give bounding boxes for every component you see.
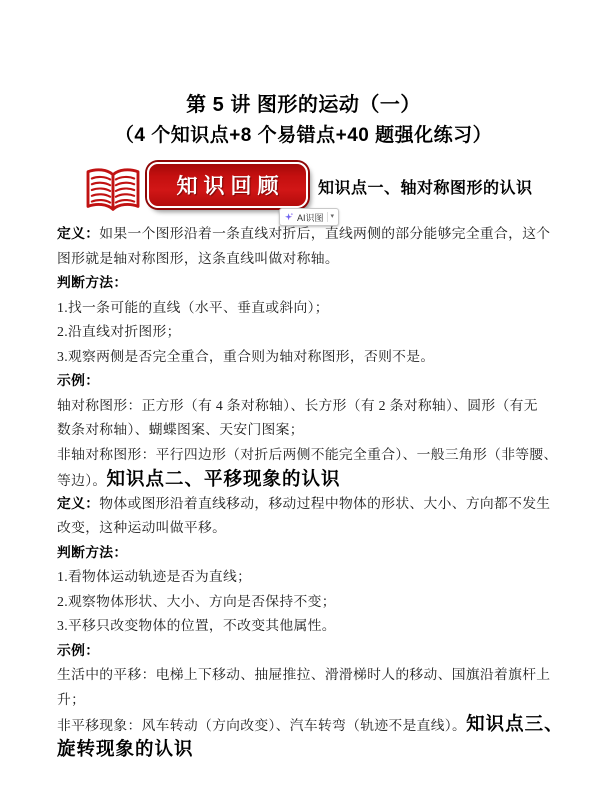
badge-label: 知识回顾 [176,175,285,198]
text-line [57,443,558,468]
text-segment: 数条对称轴）、蝴蝶图案、天安门图案； [57,422,304,437]
text-line [57,541,553,566]
section-title-knowledge-point-1: 知识点一、轴对称图形的认识 [318,180,533,197]
text-line [57,516,553,541]
text-segment: 非平移现象：风车转动（方向改变）、汽车转弯（轨迹不是直线）。 [57,718,467,733]
text-segment: 1.看物体运动轨迹是否为直线； [57,569,252,584]
text-line [57,492,553,517]
bold-label: 示例： [57,373,100,388]
bold-label: 判断方法： [57,275,128,290]
text-line [57,688,553,713]
text-segment: 生活中的平移：电梯上下移动、抽屉推拉、滑滑梯时人的移动、国旗沿着旗杆上 [57,667,551,682]
inline-section-heading: 旋转现象的认识 [57,737,194,759]
text-line [57,345,553,370]
inline-section-heading: 知识点二、平移现象的认识 [106,468,341,489]
text-line [57,639,553,664]
text-line [57,737,553,762]
page-title: 第 5 讲 图形的运动（一） [186,94,421,116]
text-segment: 物体或图形沿着直线移动，移动过程中物体的形状、大小、方向都不发生 [99,495,551,511]
text-segment: 2.观察物体形状、大小、方向是否保持不变； [57,593,336,609]
text-segment: 升； [57,691,86,707]
text-line [57,271,553,296]
text-line [57,296,553,321]
text-line [57,467,553,492]
text-segment: 非轴对称图形：平行四边形（对折后两侧不能完全重合）、一般三角形（非等腰、 [57,446,558,462]
knowledge-review-badge [147,162,308,208]
text-segment: 1.找一条可能的直线（水平、垂直或斜向）； [57,299,329,315]
text-segment: 2.沿直线对折图形； [57,324,181,339]
text-line [57,369,553,394]
bold-label: 判断方法： [57,544,128,560]
text-line [57,614,553,639]
inline-section-heading: 知识点三、 [466,713,564,734]
page-subtitle: （4 个知识点+8 个易错点+40 题强化练习） [114,125,493,146]
ai-image-recognition-button[interactable] [279,208,339,226]
text-line [57,590,553,615]
text-line [57,663,553,688]
text-line [57,394,553,419]
text-segment: 3.平移只改变物体的位置，不改变其他属性。 [57,618,336,633]
text-line [57,712,564,737]
text-segment: 等边）。 [57,473,107,488]
open-book-icon [84,166,142,216]
text-segment: 轴对称图形：正方形（有 4 条对称轴）、长方形（有 2 条对称轴）、圆形（有无 [57,397,538,413]
bold-label: 示例： [57,642,100,658]
sparkle-icon [284,212,294,222]
ai-button-label: AI识图 [297,212,324,223]
chevron-down-icon: ▾ [327,212,335,222]
text-segment: 图形就是轴对称图形，这条直线叫做对称轴。 [57,250,339,266]
bold-label: 定义： [57,495,100,511]
text-segment: 改变，这种运动叫做平移。 [57,520,227,535]
text-segment: 如果一个图形沿着一条直线对折后，直线两侧的部分能够完全重合，这个 [99,226,551,241]
bold-label: 定义： [57,226,100,241]
text-line [57,320,553,345]
text-line [57,247,553,272]
text-line [57,418,553,443]
text-segment: 3.观察两侧是否完全重合，重合则为轴对称图形，否则不是。 [57,348,435,364]
text-line [57,565,553,590]
content-lines [57,222,564,761]
